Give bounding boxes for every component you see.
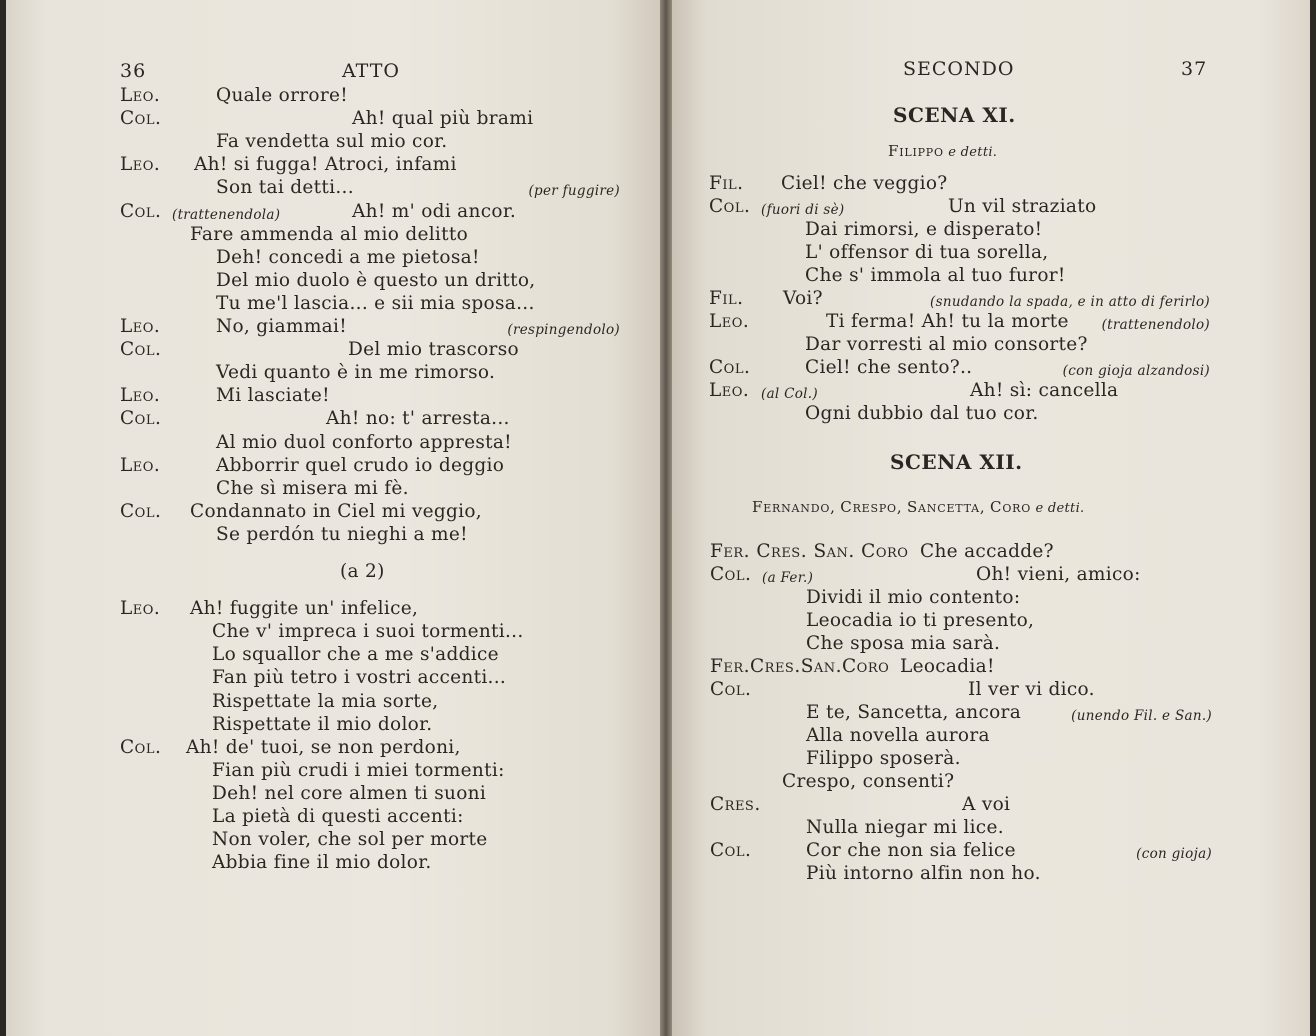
left-speaker: Leo. — [120, 85, 161, 106]
right-xii-verse-line: Filippo sposerà. — [806, 748, 961, 769]
left-page-number: 36 — [120, 60, 147, 82]
right-xii-verse-line: Il ver vi dico. — [968, 679, 1095, 700]
left-running-head: ATTO — [342, 60, 400, 82]
cast-direction: e detti. — [943, 145, 998, 160]
left-verse-line: La pietà di questi accenti: — [212, 806, 464, 827]
left-verse-line: Ah! de' tuoi, se non perdoni, — [186, 736, 461, 758]
right-xi-stage-direction: (fuori di sè) — [761, 202, 845, 218]
left-stage-direction: (per fuggire) — [528, 183, 620, 200]
right-xi-speaker: Leo. — [709, 311, 750, 332]
left-verse-line: Mi lasciate! — [216, 385, 330, 407]
right-running-head: SECONDO — [903, 58, 1015, 80]
left-speaker: Col. — [120, 200, 162, 222]
left-speaker: Leo. — [120, 154, 161, 176]
left-verse-line: Fa vendetta sul mio cor. — [216, 131, 448, 153]
right-xi-speaker: Leo. — [709, 380, 750, 401]
left-verse-line: Fan più tetro i vostri accenti... — [212, 667, 507, 689]
right-page-number: 37 — [1181, 58, 1208, 80]
right-xi-speaker: Fil. — [709, 173, 744, 194]
right-xii-verse-line: Più intorno alfin non ho. — [806, 863, 1041, 884]
right-xi-verse-line: Ti ferma! Ah! tu la morte — [826, 311, 1069, 332]
left-verse-line: Rispettate il mio dolor. — [212, 713, 433, 735]
left-verse-line: Non voler, che sol per morte — [212, 829, 488, 851]
right-xi-verse-line: Che s' immola al tuo furor! — [805, 265, 1066, 286]
left-verse-line: Del mio duolo è questo un dritto, — [216, 269, 536, 291]
right-xii-speaker: Col. — [710, 840, 752, 861]
scene-xi-title: SCENA XI. — [893, 103, 1016, 127]
left-verse-line: Del mio trascorso — [348, 339, 519, 361]
left-stage-direction: (trattenendola) — [172, 206, 281, 223]
cast-name: Sancetta — [906, 498, 980, 516]
right-xi-stage-direction: (snudando la spada, e in atto di ferirlo) — [930, 294, 1210, 310]
left-verse-line: Vedi quanto è in me rimorso. — [216, 362, 496, 384]
left-speaker: Col. — [120, 339, 162, 361]
book-gutter — [660, 0, 672, 1036]
right-xi-speaker: Col. — [709, 357, 751, 378]
left-verse-line: Ah! no: t' arresta... — [326, 408, 510, 430]
right-xii-verse-line: Leocadia! — [900, 656, 995, 677]
right-xii-verse-line: Alla novella aurora — [806, 725, 990, 746]
left-verse-line: Condannato in Ciel mi veggio, — [190, 500, 482, 522]
left-speaker: Col. — [120, 736, 162, 758]
left-verse-line: Tu me'l lascia... e sii mia sposa... — [216, 292, 535, 314]
right-xi-stage-direction: (trattenendolo) — [1101, 317, 1210, 333]
right-xii-stage-direction: (con gioja) — [1136, 846, 1212, 862]
left-verse-line: Fian più crudi i miei tormenti: — [212, 759, 505, 781]
right-xi-speaker: Fil. — [709, 288, 744, 309]
left-verse-line: Fare ammenda al mio delitto — [190, 223, 469, 245]
right-xi-verse-line: Voi? — [783, 288, 823, 309]
left-stage-direction: (respingendolo) — [507, 322, 620, 338]
cast-name: Coro — [990, 498, 1032, 516]
left-verse-line: Se perdón tu nieghi a me! — [216, 523, 468, 545]
right-xi-verse-line: Ogni dubbio dal tuo cor. — [805, 403, 1039, 424]
left-verse-line: Al mio duol conforto appresta! — [216, 431, 512, 453]
left-speaker: Leo. — [120, 598, 161, 620]
right-xii-verse-line: Oh! vieni, amico: — [976, 564, 1141, 585]
left-verse-line: (a 2) — [340, 561, 385, 582]
right-xi-verse-line: Dar vorresti al mio consorte? — [805, 334, 1088, 355]
cast-name: Crespo — [840, 498, 897, 516]
left-speaker: Leo. — [120, 385, 161, 407]
left-speaker: Leo. — [120, 316, 161, 337]
right-xii-verse-line: Che sposa mia sarà. — [806, 633, 1001, 654]
left-verse-line: Son tai detti... — [216, 177, 354, 199]
left-speaker: Col. — [120, 108, 162, 130]
left-verse-line: Che v' impreca i suoi tormenti... — [212, 621, 524, 643]
right-xi-verse-line: Un vil straziato — [948, 196, 1097, 217]
left-verse-line: Deh! nel core almen ti suoni — [212, 782, 487, 804]
right-xii-verse-line: A voi — [962, 794, 1011, 815]
right-xii-speaker: Fer. Cres. San. Coro — [710, 541, 909, 562]
right-xi-stage-direction: (al Col.) — [761, 386, 818, 402]
right-xii-verse-line: Nulla niegar mi lice. — [806, 817, 1004, 838]
left-verse-line: Abbia fine il mio dolor. — [212, 852, 432, 874]
left-verse-line: Ah! fuggite un' infelice, — [190, 598, 419, 620]
left-verse-line: Ah! qual più brami — [352, 108, 534, 130]
cast-name: Fernando — [752, 498, 831, 516]
left-verse-line: Rispettate la mia sorte, — [212, 690, 439, 712]
scene-xii-title: SCENA XII. — [890, 450, 1023, 474]
cast-separator: , — [830, 498, 841, 516]
right-xii-verse-line: E te, Sancetta, ancora — [806, 702, 1022, 723]
left-verse-line: Ah! m' odi ancor. — [352, 200, 517, 222]
left-verse-line: Abborrir quel crudo io deggio — [216, 454, 505, 476]
right-xii-verse-line: Dividi il mio contento: — [806, 587, 1021, 608]
left-verse-line: Che sì misera mi fè. — [216, 477, 409, 499]
cast-separator: , — [896, 498, 907, 516]
right-xi-speaker: Col. — [709, 196, 751, 217]
right-xi-verse-line: Dai rimorsi, e disperato! — [805, 219, 1043, 240]
left-speaker: Leo. — [120, 454, 161, 476]
cast-direction: e detti. — [1031, 501, 1085, 516]
right-xii-speaker: Col. — [710, 564, 752, 585]
right-xii-speaker: Cres. — [710, 794, 761, 815]
right-xii-stage-direction: (a Fer.) — [762, 570, 814, 586]
right-xi-verse-line: Ciel! che sento?.. — [805, 357, 973, 378]
left-verse-line: Quale orrore! — [216, 85, 348, 106]
left-speaker: Col. — [120, 408, 162, 430]
right-xii-verse-line: Che accadde? — [920, 541, 1054, 562]
scene-xii-cast — [752, 496, 1084, 520]
left-speaker: Col. — [120, 500, 162, 522]
right-xi-verse-line: Ah! sì: cancella — [970, 380, 1119, 401]
right-xii-verse-line: Leocadia io ti presento, — [806, 610, 1035, 631]
cast-separator: , — [979, 498, 991, 516]
right-xi-stage-direction: (con gioja alzandosi) — [1062, 363, 1210, 379]
left-verse-line: Lo squallor che a me s'addice — [212, 644, 499, 666]
left-verse-line: No, giammai! — [216, 316, 347, 337]
left-verse-line: Deh! concedi a me pietosa! — [216, 246, 480, 268]
left-verse-line: Ah! si fugga! Atroci, infami — [194, 154, 457, 176]
cast-name: Filippo — [888, 142, 944, 160]
right-xii-verse-line: Crespo, consenti? — [782, 771, 955, 792]
right-xi-verse-line: L' offensor di tua sorella, — [805, 242, 1049, 263]
right-xii-speaker: Col. — [710, 679, 752, 700]
right-xii-stage-direction: (unendo Fil. e San.) — [1071, 708, 1212, 724]
right-xii-verse-line: Cor che non sia felice — [806, 840, 1016, 861]
right-xi-verse-line: Ciel! che veggio? — [781, 173, 948, 194]
scene-xi-cast — [888, 140, 997, 164]
right-xii-speaker: Fer.Cres.San.Coro — [710, 656, 890, 677]
